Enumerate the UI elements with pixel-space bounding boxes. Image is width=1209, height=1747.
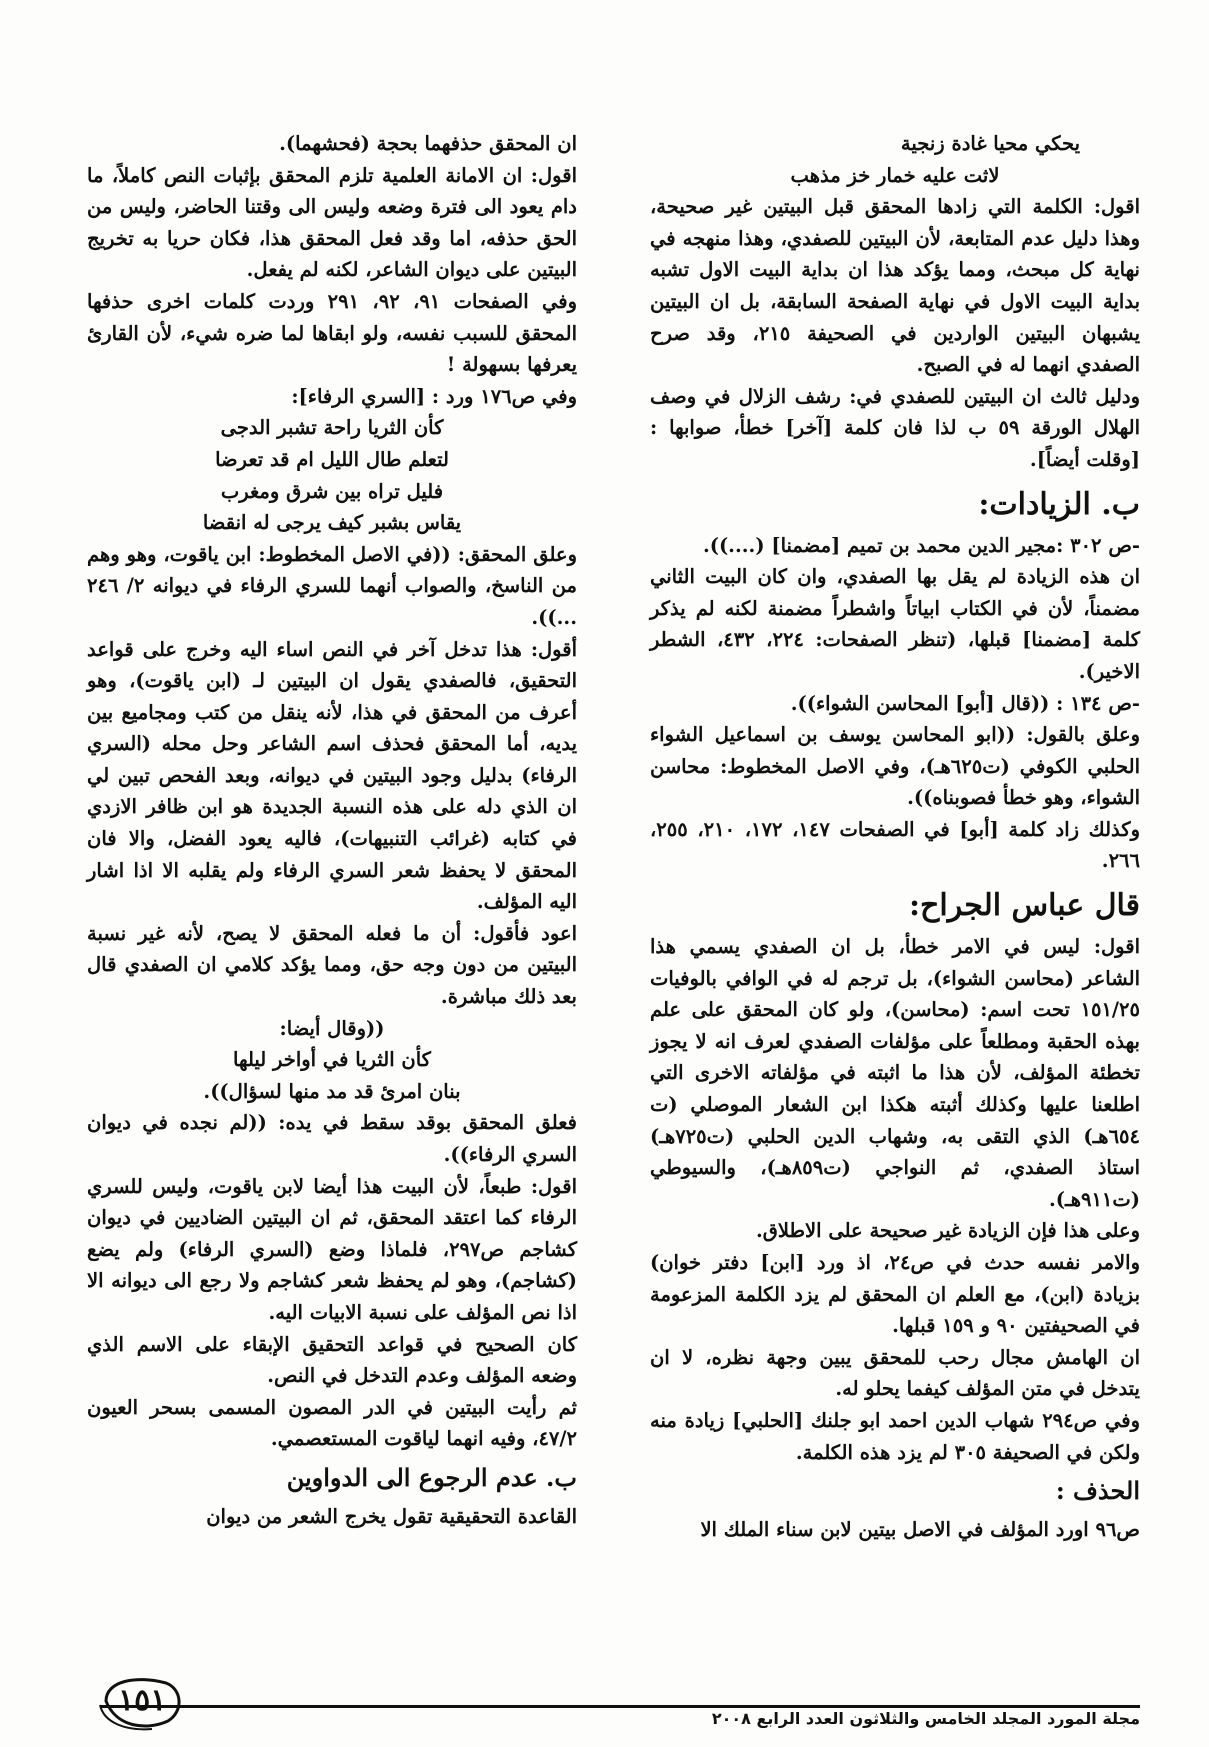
poem-verse: ((وقال أيضا: bbox=[279, 1016, 385, 1040]
right-column bbox=[650, 128, 1140, 1546]
paragraph: أقول: هذا تدخل آخر في النص اساء اليه وخرج على قواعد التحقيق، فالصفدي يقول ان البيتين لـ (ابن ياقوت)، وهو أعرف من المحقق في هذا، لأنه ينقل من كتب ومجاميع بين يديه، أما المحقق فحذف اسم الشاعر وحل محله (السري الرفاء) بدليل وجود البيتين في ديوانه، وبعد الفحص تبين لي ان الذي دله على هذه النسبة الجديدة هو ابن ظافر الازدي في كتابه (غرائب التنبيهات)، فاليه يعود الفضل، والا فان المحقق لا يحفظ شعر السري الرفاء ولم يقلبه الا اذا اشار اليه المؤلف. bbox=[87, 637, 577, 914]
paragraph: ص٩٦ اورد المؤلف في الاصل بيتين لابن سناء الملك الا bbox=[700, 1518, 1140, 1542]
poem-verse: كأن الثريا راحة تشبر الدجى bbox=[220, 416, 444, 440]
page-number: ١٥١ bbox=[118, 1683, 167, 1718]
paragraph: وعلق المحقق: ((في الاصل المخطوط: ابن ياقوت، وهو وهم من الناسخ، والصواب أنهما للسري الرفاء في ديوانه ٢/ ٢٤٦ ...)). bbox=[87, 542, 577, 629]
paragraph: وفي ص٢٩٤ شهاب الدين احمد ابو جلنك [الحلبي] زيادة منه ولكن في الصحيفة ٣٠٥ لم يزد هذه الكلمة. bbox=[650, 1408, 1140, 1464]
page-footer bbox=[100, 1683, 1140, 1735]
paragraph: اعود فأقول: أن ما فعله المحقق لا يصح، لأنه غير نسبة البيتين من دون وجه حق، ومما يؤكد كلامي ان الصفدي قال بعد ذلك مباشرة. bbox=[87, 921, 577, 1009]
poem-verse: يقاس بشبر كيف يرجى له انقضا bbox=[202, 511, 462, 535]
left-column bbox=[87, 128, 577, 1533]
paragraph: القاعدة التحقيقية تقول يخرج الشعر من ديوان bbox=[206, 1504, 577, 1528]
paragraph: وفي ص١٧٦ ورد : [السري الرفاء]: bbox=[291, 384, 577, 408]
paragraph: ان المحقق حذفهما بحجة (فحشهما). bbox=[279, 132, 577, 155]
poem-verse: بنان امرئ قد مد منها لسؤال)). bbox=[203, 1079, 461, 1103]
paragraph: اقول: ليس في الامر خطأ، بل ان الصفدي يسمي هذا الشاعر (محاسن الشواء)، بل ترجم له في الوافي بالوفيات ١٥١/٢٥ تحت اسم: (محاسن)، ولو كان المحقق على علم بهذه الحقبة ومطلعاً على مؤلفات الصفدي لعرف انه لا يجوز تخطئة المؤلف، لأن هذا ما اثبته في مؤلفاته الاخرى التي اطلعنا عليها وكذلك أثبته هكذا ابن الشعار الموصلي (ت ٦٥٤هـ) الذي التقى به، وشهاب الدين الحلبي (ت٧٢٥هـ) استاذ الصفدي، ثم النواجي (ت٨٥٩هـ)، والسيوطي (ت٩١١هـ). bbox=[650, 935, 1140, 1211]
paragraph: كان الصحيح في قواعد التحقيق الإبقاء على الاسم الذي وضعه المؤلف وعدم التدخل في النص. bbox=[87, 1332, 577, 1388]
poem-verse: كأن الثريا في أواخر ليلها bbox=[233, 1048, 431, 1072]
poem-verse: لاثت عليه خمار خز مذهب bbox=[790, 163, 1000, 187]
paragraph: اقول: الكلمة التي زادها المحقق قبل البيتين غير صحيحة، وهذا دليل عدم المتابعة، لأن البيتين للصفدي، وهذا منهجه في نهاية كل مبحث، ومما يؤكد هذا ان بداية البيت الاول تشبه بداية البيت الاول في نهاية الصفحة السابقة، بل ان البيتين يشبهان البيتين الواردين في الصحيفة ٢١٥، وقد صرح الصفدي انهما له في الصبح. bbox=[650, 195, 1140, 377]
paragraph: -ص ٣٠٢ :مجير الدين محمد بن تميم [مضمنا] (....)). bbox=[702, 533, 1140, 557]
paragraph: ان هذه الزيادة لم يقل بها الصفدي، وان كان البيت الثاني مضمناً، لأن في الكتاب ابياتاً واشطراً مضمنة لكنه لم يذكر كلمة [مضمنا] قبلها، (تنظر الصفحات: ٢٢٤، ٤٣٢، الشطر الاخير). bbox=[650, 565, 1140, 683]
paragraph: -ص ١٣٤ : ((قال [أبو] المحاسن الشواء)). bbox=[790, 691, 1140, 715]
paragraph: وكذلك زاد كلمة [أبو] في الصفحات ١٤٧، ١٧٢، ٢١٠، ٢٥٥، ٢٦٦. bbox=[650, 817, 1140, 873]
poem-verse: لتعلم طال الليل ام قد تعرضا bbox=[215, 447, 449, 471]
journal-citation: مجلة المورد المجلد الخامس والثلاثون العدد الرابع ٢٠٠٨ bbox=[711, 1709, 1140, 1728]
paragraph: ان الهامش مجال رحب للمحقق يبين وجهة نظره، لا ان يتدخل في متن المؤلف كيفما يحلو له. bbox=[650, 1345, 1140, 1401]
paragraph: فعلق المحقق بوقد سقط في يده: ((لم نجده في ديوان السري الرفاء)). bbox=[87, 1111, 577, 1166]
poem-verse: فليل تراه بين شرق ومغرب bbox=[220, 479, 444, 503]
section-subheading: الحذف : bbox=[1055, 1476, 1140, 1506]
paragraph: ثم رأيت البيتين في الدر المصون المسمى بسحر العيون ٤٧/٢، وفيه انهما لياقوت المستعصمي. bbox=[87, 1395, 577, 1451]
paragraph: والامر نفسه حدث في ص٢٤، اذ ورد [ابن] دفتر خوان) بزيادة (ابن)، مع العلم ان المحقق لم يزد الكلمة المزعومة في الصحيفتين ٩٠ و ١٥٩ قبلها. bbox=[650, 1251, 1140, 1338]
poem-verse: يحكي محيا غادة زنجية bbox=[900, 132, 1080, 155]
paragraph: وعلى هذا فإن الزيادة غير صحيحة على الاطلاق. bbox=[755, 1219, 1140, 1243]
paragraph: اقول: ان الامانة العلمية تلزم المحقق بإثبات النص كاملاً، ما دام يعود الى فترة وضعه وليس الى وقتنا الحاضر، وليس من الحق حذفه، اما وقد فعل المحقق هذا، فكان حريا به تخريج البيتين على ديوان الشاعر، لكنه لم يفعل. bbox=[87, 163, 577, 282]
paragraph: اقول: طبعاً، لأن البيت هذا أيضا لابن ياقوت، وليس للسري الرفاء كما اعتقد المحقق، ثم ان البيتين الضاديين في ديوان كشاجم ص٢٩٧، فلماذا وضع (السري الرفاء) ولم يضع (كشاجم)، وهو لم يحفظ شعر كشاجم ولا رجع الى ديوانه الا اذا نص المؤلف على نسبة الابيات اليه. bbox=[87, 1174, 577, 1324]
footer-rule bbox=[100, 1705, 1140, 1708]
paragraph: وعلق بالقول: ((ابو المحاسن يوسف بن اسماعيل الشواء الحلبي الكوفي (ت٦٢٥هـ)، وفي الاصل المخطوط: محاسن الشواء، وهو خطأ فصوبناه)). bbox=[650, 723, 1140, 810]
section-subheading: ب. عدم الرجوع الى الدواوين bbox=[286, 1462, 577, 1492]
section-heading: قال عباس الجراح: bbox=[908, 888, 1140, 924]
paragraph: وفي الصفحات ٩١، ٩٢، ٢٩١ وردت كلمات اخرى حذفها المحقق للسبب نفسه، ولو ابقاها لما ضره شيء، لأن القارئ يعرفها بسهولة ! bbox=[87, 289, 577, 377]
section-heading: ب. الزيادات: bbox=[978, 486, 1140, 522]
paragraph: ودليل ثالث ان البيتين للصفدي في: رشف الزلال في وصف الهلال الورقة ٥٩ ب لذا فان كلمة [آخر] خطأ، صوابها :[وقلت أيضاً]. bbox=[650, 384, 1140, 471]
